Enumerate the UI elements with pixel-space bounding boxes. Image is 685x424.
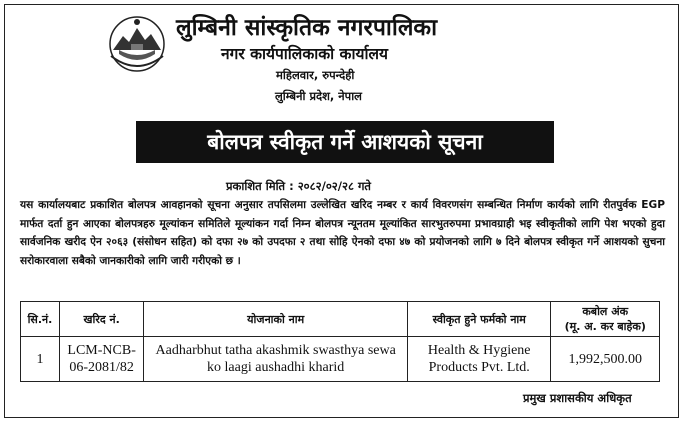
address-line-1: महिलवार, रुपन्देही — [276, 68, 355, 82]
header-project-name: योजनाको नाम — [144, 302, 408, 337]
award-table — [20, 301, 660, 382]
municipality-title: लुम्बिनी सांस्कृतिक नगरपालिका — [176, 15, 438, 41]
published-date: प्रकाशित मिति : २०८२/०२/२८ गते — [226, 179, 371, 193]
cell-firm-name: Health & Hygiene Products Pvt. Ltd. — [407, 337, 550, 382]
table-row — [21, 337, 660, 382]
signoff: प्रमुख प्रशासकीय अधिकृत — [523, 391, 632, 405]
cell-sn: 1 — [21, 337, 60, 382]
office-title: नगर कार्यपालिकाको कार्यालय — [221, 45, 388, 63]
header-firm-name: स्वीकृत हुने फर्मको नाम — [407, 302, 550, 337]
nepal-emblem-icon — [107, 14, 167, 72]
table-header-row — [21, 302, 660, 337]
header-bid-amount-label: कबोल अंक — [582, 305, 629, 318]
cell-procurement-no: LCM-NCB-06-2081/82 — [59, 337, 143, 382]
notice-body: यस कार्यालयबाट प्रकाशित बोलपत्र आवहानको सूचना अनुसार तपसिलमा उल्लेखित खरिद नम्बर र कार्य विवरणसंग सम्बन्धित निर्माण कार्यको लागि रीतपुर्वक EGP मार्फत दर्ता हुन आएका बोलपत्रहरु मूल्यांकन समितिले मूल्यांकन गर्दा निम्न बोलपत्र न्यूनतम मूल्यांकित सारभुतरुपमा प्रभावग्राही भइ स्वीकृतीको लागि पेश भएको हुदा सार्वजनिक खरीद ऐन २०६३ (संसोधन सहित) को दफा २७ को उपदफा २ तथा सोहि ऐनको दफा ४७ को प्रयोजनको लागि ७ दिने बोलपत्र स्वीकृत गर्ने आशयको सुचना सरोकारवाला सबैको जानकारीको लागि जारी गरीएको छ । — [20, 199, 665, 267]
notice-heading: बोलपत्र स्वीकृत गर्ने आशयको सूचना — [136, 121, 554, 163]
header-procurement-no: खरिद नं. — [59, 302, 143, 337]
header-bid-amount — [551, 302, 660, 337]
header-sn: सि.नं. — [21, 302, 60, 337]
cell-project-name: Aadharbhut tatha akashmik swasthya sewa ko laagi aushadhi kharid — [144, 337, 408, 382]
header-bid-amount-note: (मू. अ. कर बाहेक) — [564, 320, 646, 333]
cell-bid-amount: 1,992,500.00 — [551, 337, 660, 382]
address-line-2: लुम्बिनी प्रदेश, नेपाल — [275, 89, 362, 103]
